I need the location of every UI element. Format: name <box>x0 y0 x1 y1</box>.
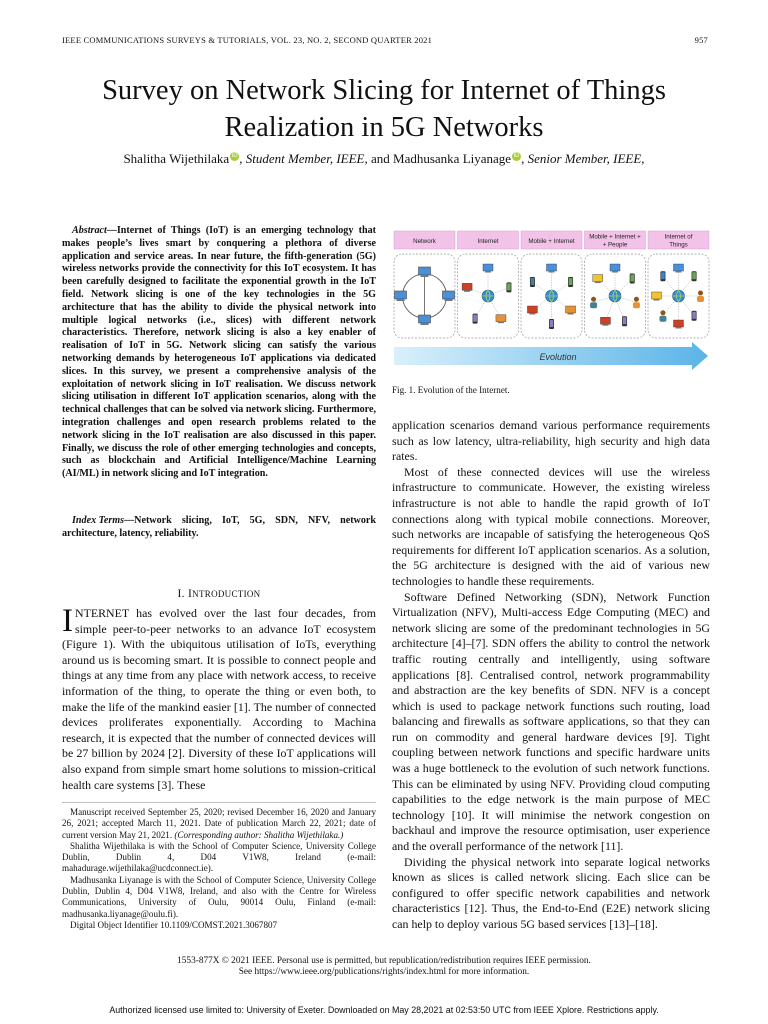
paragraph-1: application scenarios demand various performance requirements such as low latency, ultra-reliability, high security and high data rates. <box>392 418 710 464</box>
paragraph-2: Most of these connected devices will use the wireless infrastructure to communicate. However, the existing wireless infrastructure is not able to handle the rapid growth of IoT connections along with typical mobile connections. Moreover, such networks are incapable of satisfying the heterogeneous QoS requirements for different IoT application scenarios. As a solution, the 5G architecture is designed with the aid of various new technologies to handle these requirements. <box>392 464 710 588</box>
index-terms-text: —Network slicing, IoT, 5G, SDN, NFV, network architecture, latency, reliability. <box>62 515 376 539</box>
paragraph-3: Software Defined Networking (SDN), Network Function Virtualization (NFV), Multi-access Edge Computing (MEC) and network slicing are some of the predominant technologies in 5G architecture [4]–[7]. SDN offers the ability to control the network traffic routing centrally and intelligently, using software applications [8]. Centralised control, network programmability and abstraction are the key benefits of SDN. NFV is a concept which is used to package network functions such routing, load balancing and firewalls as software applications, so that they can run on commodity and general hardware devices [9]. Tight coupling between network functions and specific hardware units was a huge bottleneck to the evolution of such network functions. This can be eliminated by using NFV. Providing cloud computing capabilities to the edge network is the main purpose of MEC technology [10]. It will minimise the network congestion on backhaul and improve the resource optimisation, user experience and the overall performance of the network [11]. <box>392 589 710 854</box>
title-line-2: Realization in 5G Networks <box>224 112 544 143</box>
footnote-affiliation-2: Madhusanka Liyanage is with the School of Computer Science, University College Dublin, Dublin 4, D04 V1W8, Ireland, and also with the Centre for Wireless Communications, University of Oulu, 90014 Oulu, Finland (e-mail: madhusanka.liyanage@oulu.fi). <box>62 874 376 919</box>
stage-label: Internet <box>477 238 499 245</box>
stage-label: Internet of <box>664 233 693 241</box>
section-heading <box>62 588 376 600</box>
copyright-line-1: 1553-877X © 2021 IEEE. Personal use is permitted, but republication/redistribution requires IEEE permission. <box>177 956 591 966</box>
stage-header-3 <box>521 231 582 249</box>
copyright-notice <box>150 956 618 978</box>
footnote-doi: Digital Object Identifier 10.1109/COMST.2021.3067807 <box>70 919 278 930</box>
author-1-role: Student Member, IEEE, <box>245 151 368 166</box>
globe-icon <box>546 290 558 302</box>
stage-header-4 <box>585 231 646 249</box>
stage-label: Things <box>669 241 688 249</box>
paper-title <box>40 72 728 146</box>
footnote-divider <box>62 802 376 803</box>
figure-caption: Fig. 1. Evolution of the Internet. <box>392 385 510 395</box>
figure-evolution-of-internet <box>392 226 710 371</box>
author-2-name: Madhusanka Liyanage <box>393 151 512 166</box>
phone-icon <box>692 311 697 321</box>
stage-panel-5 <box>648 254 709 338</box>
phone-icon <box>506 282 511 292</box>
phone-icon <box>549 319 554 329</box>
author-1-name: Shalitha Wijethilaka <box>123 151 230 166</box>
index-terms-label: Index Terms <box>72 515 125 526</box>
intro-text: NTERNET has evolved over the last four decades, from simple peer-to-peer networks to an advance IoT ecosystem (Figure 1). With the ubiquitous utilisation of IoTs, everything around us is becoming smart. It is possible to connect people and things at any time from any place with network access, to receive information of the thing, to operate the thing or even both, to make the life of the mankind easier [1]. The number of connected devices proliferates exponentially. According to Machina research, it is expected that the number of connected devices will be 27 billion by 2024 [2]. Diversity of these IoT applications will also expand from simple smart home solutions to mission-critical health care systems [3]. These <box>62 606 376 792</box>
orcid-icon[interactable]: iD <box>513 153 520 159</box>
section-title-rest: NTRODUCTION <box>192 589 261 599</box>
globe-icon <box>609 290 621 302</box>
section-number: I. <box>177 588 185 600</box>
stage-header-5 <box>648 231 709 249</box>
stage-header-1 <box>394 231 455 249</box>
stage-panel-2 <box>458 254 519 338</box>
intro-paragraph <box>62 603 376 793</box>
journal-info: IEEE COMMUNICATIONS SURVEYS & TUTORIALS, VOL. 23, NO. 2, SECOND QUARTER 2021 <box>62 35 433 45</box>
stage-label: + People <box>602 241 628 249</box>
orcid-icon[interactable]: iD <box>231 153 238 159</box>
stage-panel-1 <box>394 254 455 338</box>
phone-icon <box>622 316 627 326</box>
section-title-first-letter: I <box>188 588 193 600</box>
stage-header-2 <box>458 231 519 249</box>
evolution-label: Evolution <box>539 352 577 362</box>
footnote-affiliation-1: Shalitha Wijethilaka is with the School of Computer Science, University College Dublin, Dublin 4, D04 V1W8, Ireland (e-mail: mahadurage.wijethilaka@ucdconnect.ie). <box>62 840 376 874</box>
stage-panel-3 <box>521 254 582 338</box>
evolution-arrow <box>394 342 708 370</box>
abstract <box>62 225 376 481</box>
stage-label: Network <box>413 238 436 245</box>
stage-panel-4 <box>585 254 646 338</box>
abstract-label: Abstract <box>72 225 107 236</box>
paragraph-4: Dividing the physical network into separate logical networks known as slices is called network slicing. Each slice can be configured to offer specific network capabilities and network characteristics [12]. Thus, the End-to-End (E2E) network slicing can help to deploy various 5G based services [13]–[18]. <box>392 854 710 931</box>
footnote-received: Manuscript received September 25, 2020; revised December 16, 2020 and January 26, 2021; accepted March 11, 2021. Date of publication March 22, 2021; date of current version May 21, 2021. (Corresponding author: Shalitha Wijethilaka.) <box>62 807 376 840</box>
phone-icon <box>568 277 573 287</box>
footnotes <box>62 807 376 931</box>
stage-label: Mobile + Internet <box>528 238 575 245</box>
title-line-1: Survey on Network Slicing for Internet of Things <box>102 75 666 106</box>
globe-icon <box>482 290 494 302</box>
stage-label: Mobile + Internet + <box>589 233 641 241</box>
phone-icon <box>630 274 635 284</box>
copyright-line-2: See https://www.ieee.org/publications/rights/index.html for more information. <box>238 967 530 978</box>
phone-icon <box>473 314 478 324</box>
authorized-use-notice: Authorized licensed use limited to: University of Exeter. Downloaded on May 28,2021 at 02:53:50 UTC from IEEE Xplore. Restrictions apply. <box>109 1005 659 1015</box>
right-column <box>392 418 710 933</box>
index-terms <box>62 515 376 541</box>
author-2-role: Senior Member, IEEE, <box>527 151 645 166</box>
phone-icon <box>530 277 535 287</box>
phone-icon <box>660 271 665 281</box>
page-number: 957 <box>694 35 708 45</box>
phone-icon <box>692 271 697 281</box>
drop-cap: I <box>62 603 73 639</box>
running-head <box>62 35 708 49</box>
globe-icon <box>673 290 685 302</box>
corresponding-author-note: (Corresponding author: Shalitha Wijethilaka.) <box>174 829 344 840</box>
abstract-text: —Internet of Things (IoT) is an emerging technology that makes people’s lives smart by conquering a plethora of diverse application and service areas. In near future, the fifth-generation (5G) wireless networks provide the connectivity for this IoT ecosystem. It has been carefully designed to facilitate the exponential growth in the IoT field. Network slicing is one of the key technologies in the 5G architecture that has the ability to divide the physical network into multiple logical networks (i.e., slices) with different network characteristics. Therefore, network slicing is also a key enabler of realisation of IoT in 5G. Network slicing can satisfy the various networking demands by heterogeneous IoT applications via dedicated slices. In this survey, we present a comprehensive analysis of the exploitation of network slicing in IoT realisation. We discuss network slicing utilisation in different IoT application scenarios, along with the technical challenges that can be solved via network slicing. Furthermore, integration challenges and open research problems related to the network slicing in the IoT realisation are also discussed in this paper. Finally, we discuss the role of other emerging technologies and concepts, such as blockchain and Artificial Intelligence/Machine Learning (AI/ML) in network slicing and IoT integration. <box>62 225 376 480</box>
author-line: Shalitha Wijethilaka iD , Student Member, IEEE, and Madhusanka Liyanage iD , Senior Member, IEEE, <box>123 151 645 166</box>
